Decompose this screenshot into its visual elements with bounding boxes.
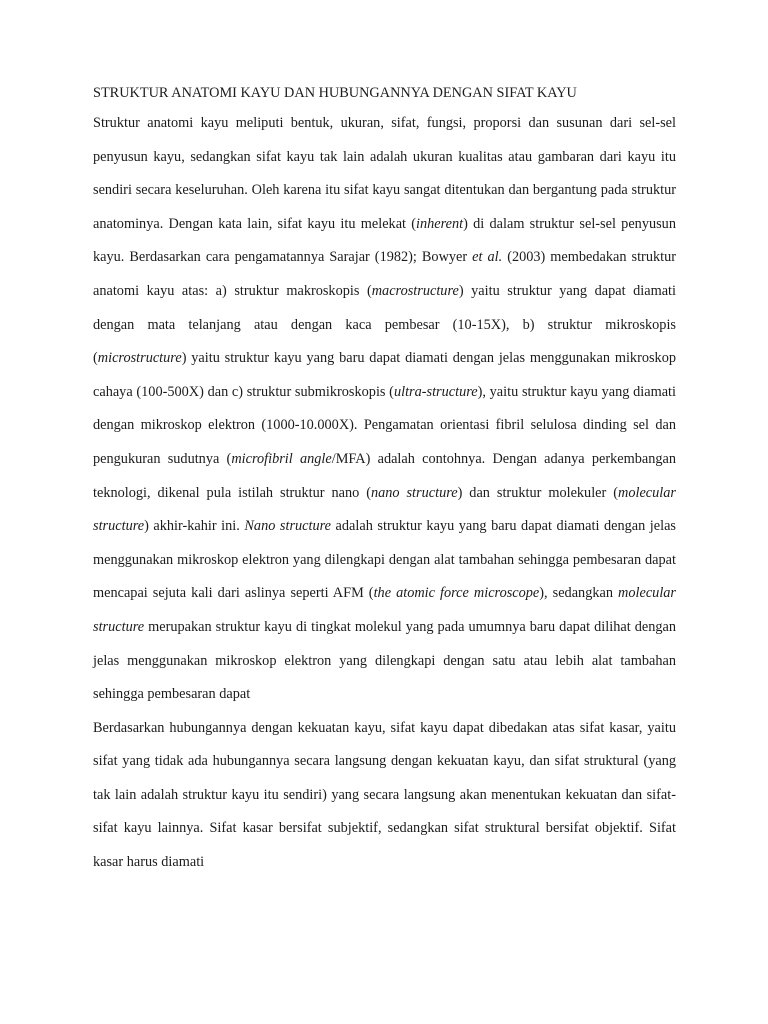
text-run: ) dan struktur molekuler ( — [457, 484, 618, 501]
italic-term: molecular structure — [93, 585, 677, 635]
text-run: ), yaitu struktur kayu yang diamati dengan mikroskop elektron (1000-10.000X). Pengamatan orientasi fibril selulosa dinding sel dan pengukuran sudutnya ( — [93, 383, 676, 467]
document-title: STRUKTUR ANATOMI KAYU DAN HUBUNGANNYA DENGAN SIFAT KAYU — [93, 85, 577, 101]
italic-term: macrostructure — [371, 282, 459, 299]
text-run: ) yaitu struktur yang dapat diamati dengan mata telanjang atau dengan kaca pembesar (10-15X), b) struktur mikroskopis ( — [93, 282, 677, 367]
italic-term: ultra-structure — [393, 383, 478, 400]
text-run: ) akhir-kahir ini. — [144, 518, 245, 535]
text-run: Struktur anatomi kayu meliputi bentuk, ukuran, sifat, fungsi, proporsi dan susunan dari sel-sel penyusun kayu, sedangkan sifat kayu tak lain adalah ukuran kualitas atau gambaran dari kayu itu sendiri secara keseluruhan. Oleh karena itu sifat kayu sangat ditentukan dan bergantung pada struktur anatominya. Dengan kata lain, sifat kayu itu melekat ( — [93, 115, 676, 232]
italic-term: microfibril angle — [231, 450, 332, 467]
text-run: /MFA) adalah contohnya. Dengan adanya perkembangan teknologi, dikenal pula istilah struktur nano ( — [93, 450, 676, 501]
text-run: adalah struktur kayu yang baru dapat diamati dengan jelas menggunakan mikroskop elektron yang dilengkapi dengan alat tambahan sehingga pembesaran dapat mencapai sejuta kali dari aslinya seperti AFM ( — [93, 518, 676, 602]
italic-term: et al. — [472, 249, 503, 266]
italic-term: microstructure — [97, 350, 182, 367]
italic-term: inherent — [416, 215, 464, 232]
text-run: Berdasarkan hubungannya dengan kekuatan kayu, sifat kayu dapat dibedakan atas sifat kasar, yaitu sifat yang tidak ada hubungannya secara langsung dengan kekuatan kayu, dan sifat struktural (yang tak lain adalah struktur kayu itu sendiri) yang secara langsung akan menentukan kekuatan dan sifat-sifat kayu lainnya. Sifat kasar bersifat subjektif, sedangkan sifat struktural bersifat objektif. Sifat kasar harus diamati — [93, 719, 676, 871]
text-run: ) yaitu struktur kayu yang baru dapat diamati dengan jelas menggunakan mikroskop cahaya (100-500X) dan c) struktur submikroskopis ( — [93, 350, 676, 400]
italic-term: molecular structure — [93, 484, 676, 535]
paragraph-2 — [93, 712, 676, 880]
text-run: ), sedangkan — [539, 585, 619, 602]
italic-term: the atomic force microscope — [373, 585, 540, 602]
italic-term: Nano structure — [244, 518, 332, 535]
text-run: merupakan struktur kayu di tingkat molekul yang pada umumnya baru dapat dilihat dengan jelas menggunakan mikroskop elektron yang dilengkapi dengan satu atau lebih alat tambahan sehingga pembesaran dapat — [93, 618, 676, 703]
paragraph-1 — [93, 107, 676, 712]
italic-term: nano structure — [370, 484, 458, 501]
text-run: (2003) membedakan struktur anatomi kayu atas: a) struktur makroskopis ( — [93, 249, 676, 299]
text-run: ) di dalam struktur sel-sel penyusun kayu. Berdasarkan cara pengamatannya Sarajar (1982); Bowyer — [93, 215, 676, 266]
document-page — [93, 83, 676, 880]
